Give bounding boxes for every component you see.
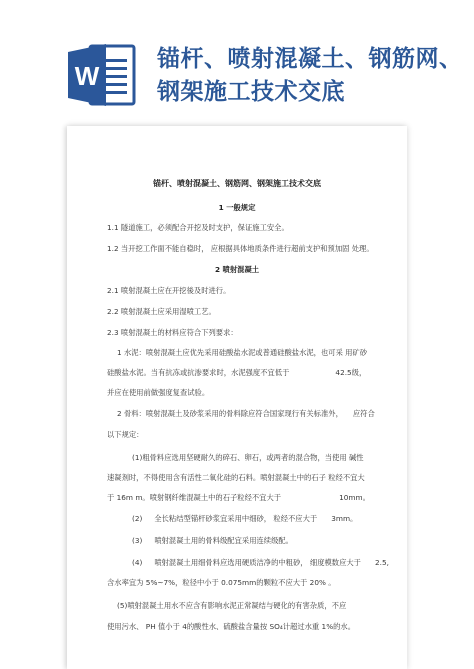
document-title: 锚杆、喷射混凝土、钢筋网、钢架施工技术交底	[153, 179, 321, 188]
clause-2-value: 3mm。	[331, 514, 358, 523]
aggregate-line-1-tail: 应符合	[352, 409, 375, 418]
clause-2	[132, 514, 357, 524]
word-icon	[68, 44, 136, 106]
aggregate-line-2: 以下规定：	[107, 430, 144, 439]
aggregate-line-1	[117, 409, 375, 419]
clause-4-text: 喷射混凝土用细骨料应选用硬质洁净的中粗砂， 细度模数应大于	[154, 558, 361, 567]
header-title-line-2: 钢架施工技术交底	[157, 78, 345, 105]
word-icon-letter: W	[74, 61, 100, 91]
paragraph-1-2: 1.2 当开挖工作面不能自稳时， 应根据具体地质条件进行超前支护和预加固 处理。	[107, 244, 374, 253]
header-banner	[0, 0, 474, 118]
clause-4-line-2: 含水率宜为 5%~7%，粒径中小于 0.075mm的颗粒不应大于 20% 。	[107, 578, 336, 587]
clause-5-line-2: 使用污水、 PH 值小于 4的酸性水、硫酸盐含量按 SO₄计超过水重 1%的水。	[107, 622, 356, 631]
clause-3-number: (3)	[132, 536, 143, 545]
paragraph-1-1: 1.1 隧道施工，必须配合开挖及时支护，保证施工安全。	[107, 223, 289, 232]
clause-3	[132, 536, 293, 546]
clause-1-line-3-text: 于 16m m。喷射钢纤维混凝土中的石子粒经不宜大于	[107, 493, 282, 502]
paragraph-2-2: 2.2 喷射混凝土应采用湿喷工艺。	[107, 307, 216, 316]
clause-2-text: 全长粘结型锚杆砂浆宜采用中细砂， 粒经不应大于	[154, 514, 318, 523]
cement-line-2	[107, 368, 366, 378]
document-page	[67, 126, 407, 669]
section-1-heading: 1 一般规定	[218, 203, 256, 212]
section-2-heading: 2 喷射混凝土	[214, 265, 260, 274]
clause-1-size-value: 10mm。	[339, 493, 370, 502]
clause-1-line-1: (1)粗骨料应选用坚硬耐久的碎石、卵石，或两者的混合物，当使用 碱性	[132, 453, 364, 462]
cement-line-3: 并应在使用前做强度复查试验。	[107, 388, 210, 397]
cement-strength-value: 42.5级，	[335, 368, 367, 377]
clause-4-number: (4)	[132, 558, 143, 567]
aggregate-line-1-text: 2 骨料：喷射混凝土及砂浆采用的骨料除应符合国家现行有关标准外，	[117, 409, 343, 418]
clause-2-number: (2)	[132, 514, 143, 523]
cement-line-2-text: 硅酸盐水泥。当有抗冻或抗渗要求时，水泥强度不宜低于	[107, 368, 290, 377]
clause-1-line-3	[107, 493, 370, 503]
clause-1-line-2: 速凝剂时，不得使用含有活性二氧化硅的石料。喷射混凝土中的石子 粒经不宜大	[107, 473, 365, 482]
clause-4-line-1	[132, 558, 389, 568]
document-body	[67, 126, 407, 669]
paragraph-2-3: 2.3 喷射混凝土的材料应符合下列要求：	[107, 328, 238, 337]
cement-line-1: 1 水泥：喷射混凝土应优先采用硅酸盐水泥或普通硅酸盐水泥，也可采 用矿砂	[117, 348, 368, 357]
paragraph-2-1: 2.1 喷射混凝土应在开挖後及时进行。	[107, 286, 231, 295]
clause-3-text: 喷射混凝土用的骨料级配宜采用连续级配。	[154, 536, 293, 545]
clause-4-value: 2.5,	[374, 558, 389, 567]
clause-5-line-1: (5)喷射混凝土用水不应含有影响水泥正常凝结与硬化的有害杂质，不应	[117, 601, 347, 610]
header-title-line-1: 锚杆、喷射混凝土、钢筋网、	[157, 45, 463, 72]
